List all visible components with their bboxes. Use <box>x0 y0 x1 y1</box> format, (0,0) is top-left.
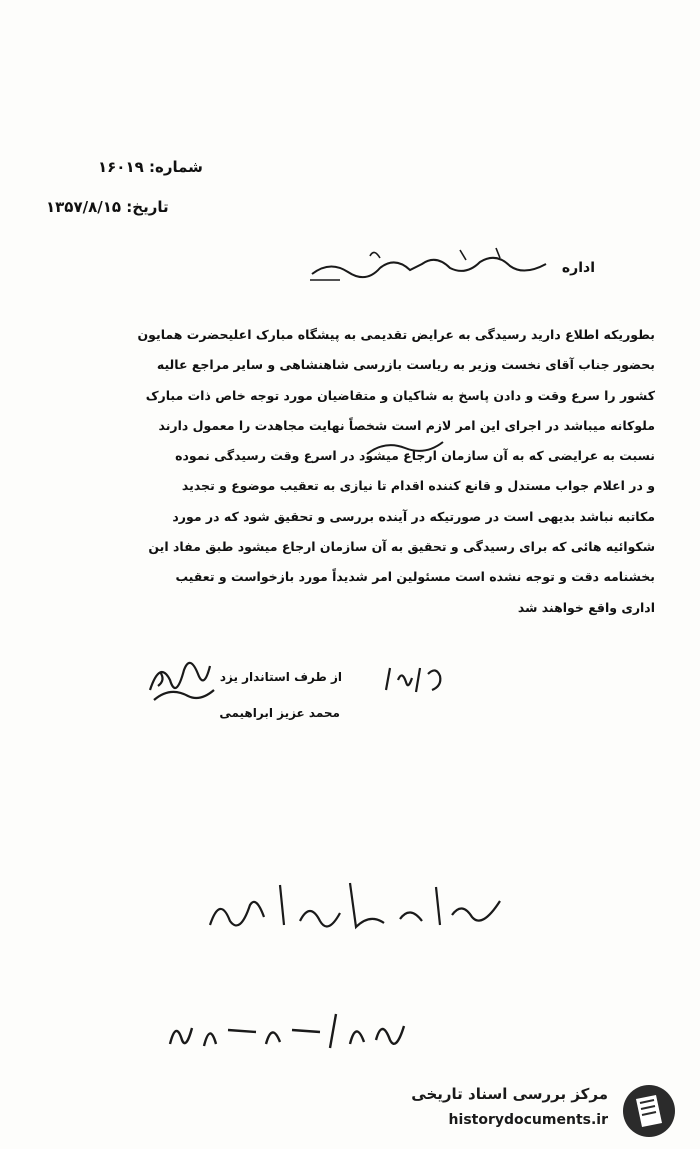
letter-number: شماره: ۱۶۰۱۹ <box>98 158 203 176</box>
body-line: شکوائیه هائی که برای رسیدگی و تحقیق به آن سازمان ارجاع میشود طبق مفاد این <box>148 539 655 555</box>
body-line: بطوریکه اطلاع دارید رسیدگی به عرایض تقدیمی به پیشگاه مبارک اعلیحضرت همایون <box>137 327 655 342</box>
handwritten-code-mark <box>160 1000 440 1060</box>
body-line: ملوکانه میباشد در اجرای این امر لازم است شخصاً نهایت مجاهدت را معمول دارند <box>158 417 655 433</box>
signature-issuer: از طرف استاندار یزد <box>219 670 342 684</box>
handwritten-annotation-line <box>200 865 520 945</box>
handwritten-date-mark <box>380 660 450 700</box>
watermark-url: historydocuments.ir <box>448 1112 608 1128</box>
signature-scribble <box>140 650 220 710</box>
body-line: بخشنامه دقت و توجه نشده است مسئولین امر شدیداً مورد بازخواست و تعقیب <box>175 569 655 585</box>
handwritten-strike-mark <box>365 438 445 458</box>
body-line: نسبت به عرایضی که به آن سازمان ارجاع میشود در اسرع وقت رسیدگی نموده <box>175 448 655 464</box>
office-handwritten-signature <box>310 246 550 286</box>
body-line: کشور را سرع وقت و دادن پاسخ به شاکیان و متقاضیان مورد توجه خاص ذات مبارک <box>145 387 655 403</box>
body-line: و در اعلام جواب مستدل و قانع کننده اقدام تا نیازی به تعقیب موضوع و تجدید <box>181 478 655 494</box>
document-center-logo-icon <box>620 1083 678 1139</box>
letter-date: تاریخ: ۱۳۵۷/۸/۱۵ <box>46 198 169 216</box>
archive-watermark <box>388 1079 688 1141</box>
watermark-title: مرکز بررسی اسناد تاریخی <box>411 1085 608 1103</box>
signature-name: محمد عزیز ابراهیمی <box>219 706 340 720</box>
body-line: مکاتبه نباشد بدیهی است در صورتیکه در آینده بررسی و تحقیق شود که در مورد <box>172 508 655 524</box>
body-line: اداری واقع خواهند شد <box>517 599 655 615</box>
body-line: بحضور جناب آقای نخست وزیر به ریاست بازرسی شاهنشاهی و سایر مراجع عالیه <box>156 357 655 373</box>
office-label: اداره <box>561 260 595 276</box>
letter-body <box>45 320 655 623</box>
